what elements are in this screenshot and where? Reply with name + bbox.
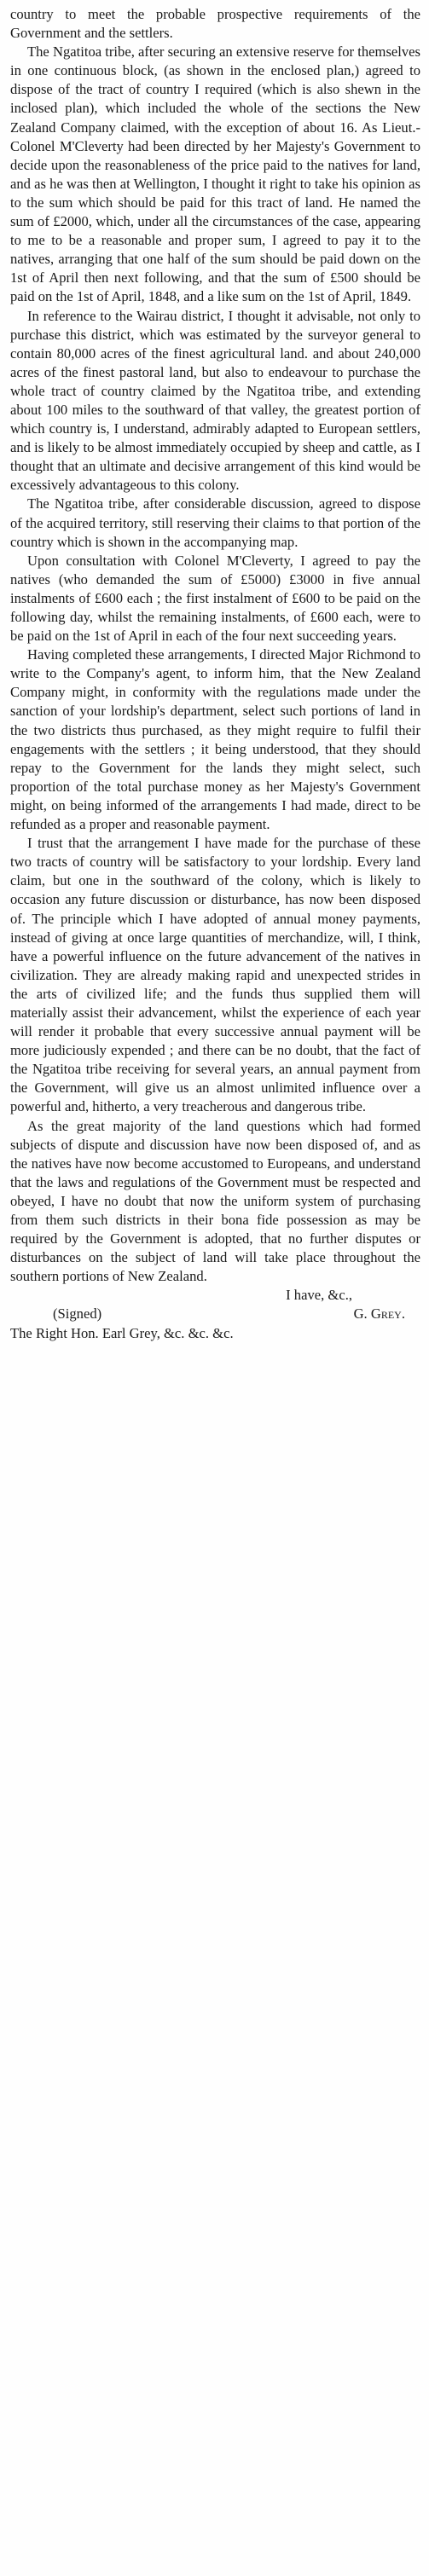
paragraph: As the great majority of the land questions which had formed subjects of dispute and discussion have now been disposed of, and as the natives have now become accustomed to Europeans, and understand that the laws and regulations of the Government must be respected and obeyed, I have no doubt that now the uniform system of purchasing from them such districts in their bona fide possession as may be required by the Government is adopted, that no further disputes or disturbances on the subject of land will take place throughout the southern portions of New Zealand. (10, 1117, 420, 1285)
signed-label: (Signed) (53, 1305, 102, 1323)
paragraph: I trust that the arrangement I have made for the purchase of these two tracts of country will be satisfactory to your lordship. Every land claim, but one in the southward of the colony, which is likely to occasion any future discussion or disturbance, has now been disposed of. The principle which I have adopted of annual money payments, instead of giving at once large quantities of merchandize, will, I think, have a powerful influence on the future advancement of the natives in civilization. They are already making rapid and unexpected strides in the arts of civilized life; and the funds thus supplied them will materially assist their advancement, whilst the experience of each year will render it probable that every successive annual payment will be more judiciously expended ; and there can be no doubt, that the fact of the Ngatitoa tribe receiving for several years, an annual payment from the Government, will give us an almost unlimited influence over a powerful and, hitherto, a very treacherous and dangerous tribe. (10, 835, 420, 1115)
addressee: The Right Hon. Earl Grey, &c. &c. &c. (10, 1324, 234, 1341)
paragraph: The Ngatitoa tribe, after considerable discussion, agreed to dispose of the acquired territory, still reserving their claims to that portion of the country which is shown in the accompanying map. (10, 495, 420, 550)
paragraph: Upon consultation with Colonel M'Cleverty, I agreed to pay the natives (who demanded the sum of £5000) £3000 in five annual instalments of £600 each ; the first instalment of £600 to be paid on the following day, whilst the remaining instalments, of £600 each, were to be paid on the 1st of April in each of the four next succeeding years. (10, 552, 420, 645)
paragraph: In reference to the Wairau district, I thought it advisable, not only to purchase this district, which was estimated by the surveyor general to contain 80,000 acres of the finest agricultural land. and about 240,000 acres of the finest pastoral land, but also to endeavour to purchase the whole tract of country claimed by the Ngatitoa tribe, and extending about 100 miles to the southward of that valley, the greatest portion of which country is, I understand, admirably adapted to European settlers, and is likely to be almost immediately occupied by sheep and cattle, as I thought that an ultimate and decisive arrangement of this kind would be excessively advantageous to this colony. (10, 307, 420, 494)
signature: G. Grey. (353, 1305, 405, 1323)
closing-line: I have, &c., (286, 1287, 352, 1304)
paragraph: Having completed these arrangements, I directed Major Richmond to write to the Company's agent, to inform him, that the New Zealand Company might, in conformity with the regulations made under the sanction of your lordship's department, select such portions of land in the two districts thus purchased, as they might require to fulfil their engagements with the settlers ; it being understood, that they should repay to the Government for the lands they might select, such proportion of the total purchase money as her Majesty's Government might, on being informed of the arrangements I had made, direct to be refunded as a proper and reasonable payment. (10, 646, 420, 833)
paragraph: country to meet the probable prospective requirements of the Government and the settlers. (10, 6, 420, 42)
paragraph: The Ngatitoa tribe, after securing an extensive reserve for themselves in one continuous block, (as shown in the enclosed plan,) agreed to dispose of the tract of country I required (which is also shewn in the inclosed plan), which included the whole of the sections the New Zealand Company claimed, with the exception of about 16. As Lieut.-Colonel M'Cleverty had been directed by her Majesty's Government to decide upon the reasonableness of the price paid to the natives for land, and as he was then at Wellington, I thought it right to take his opinion as to the sum which should be paid for this tract of land. He named the sum of £2000, which, under all the circumstances of the case, appearing to me to be a reasonable and proper sum, I agreed to pay it to the natives, arranging that one half of the sum should be paid down on the 1st of April then next following, and that the sum of £500 should be paid on the 1st of April, 1848, and a like sum on the 1st of April, 1849. (10, 43, 420, 305)
signature-line (10, 1305, 420, 1323)
